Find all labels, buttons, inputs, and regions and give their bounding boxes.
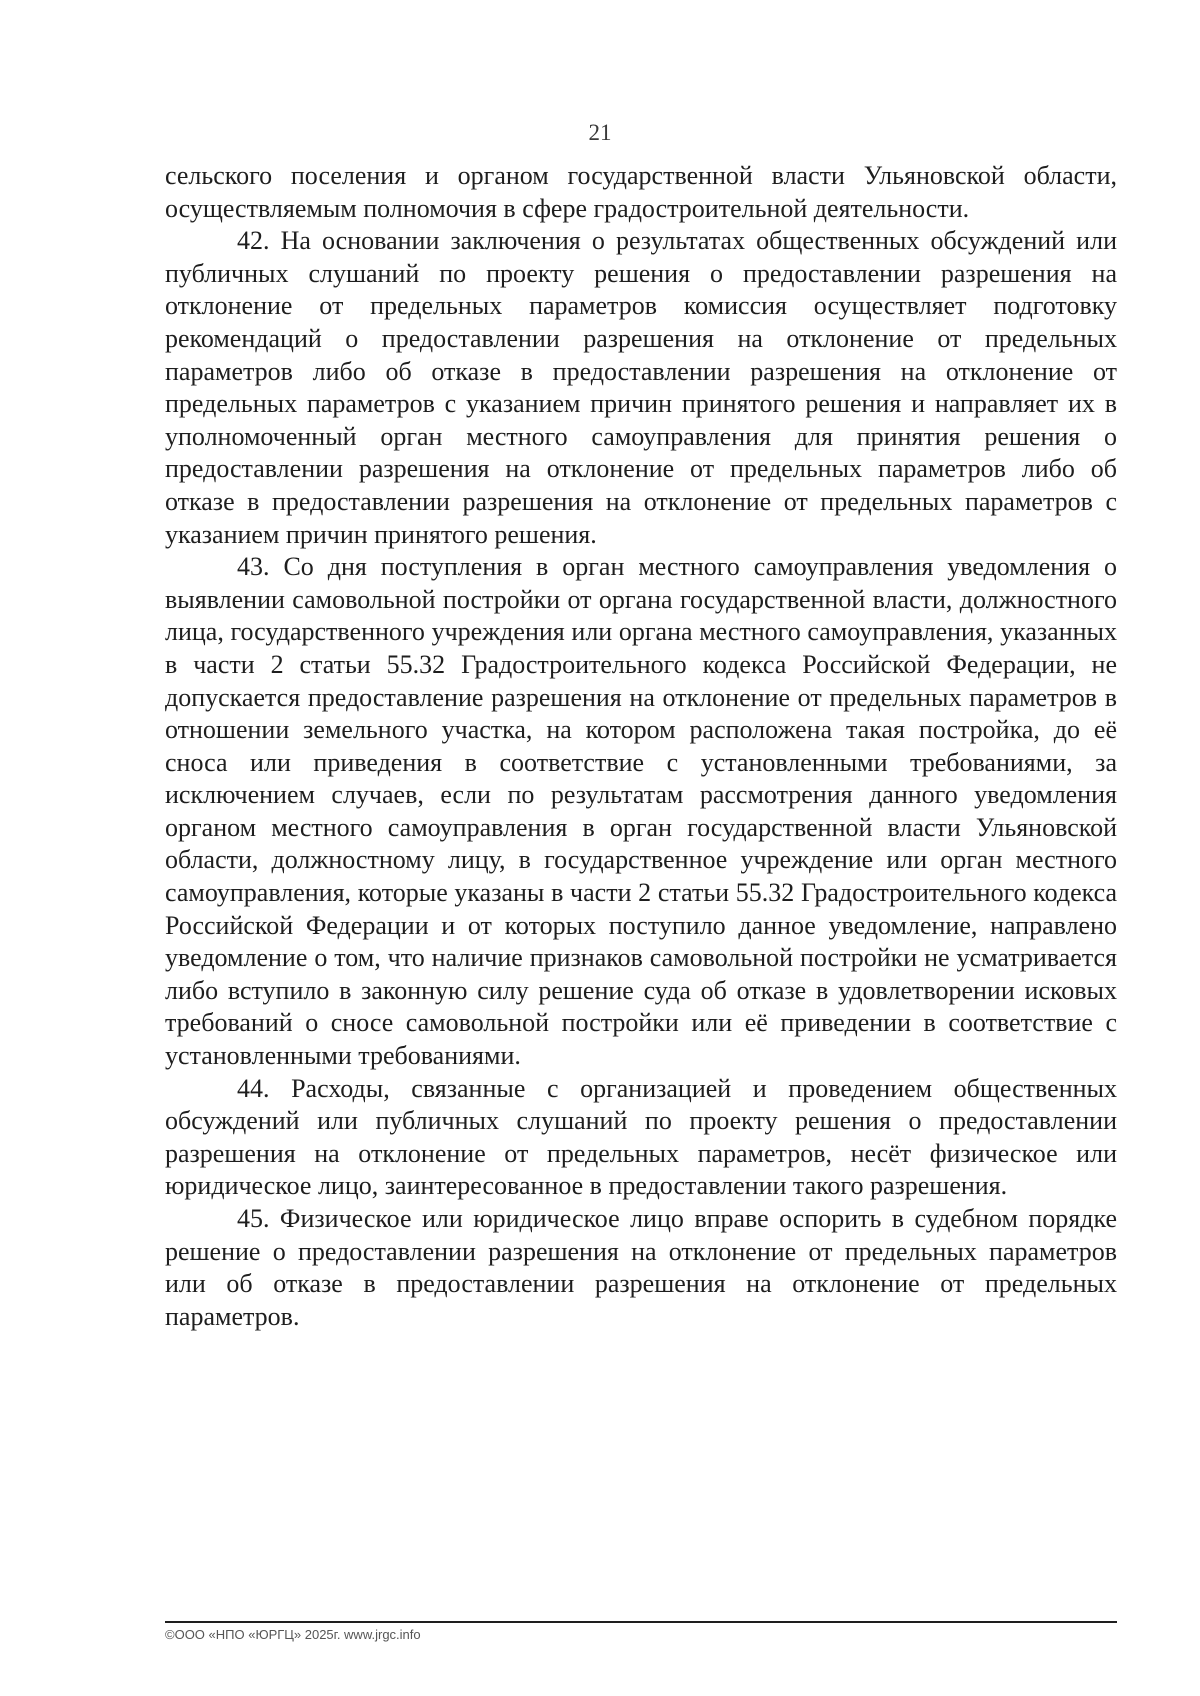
document-body	[165, 160, 1117, 1333]
paragraph-continuation: сельского поселения и органом государственной власти Ульяновской области, осуществляемым полномочия в сфере градостроительной деятельности.	[165, 161, 1117, 223]
footer-copyright: ©ООО «НПО «ЮРГЦ» 2025г. www.jrgc.info	[165, 1627, 421, 1642]
paragraph-45: 45. Физическое или юридическое лицо вправе оспорить в судебном порядке решение о предоставлении разрешения на отклонение от предельных параметров или об отказе в предоставлении разрешения на отклонение от предельных параметров.	[165, 1204, 1117, 1331]
footer-divider	[165, 1621, 1117, 1623]
paragraph-43: 43. Со дня поступления в орган местного самоуправления уведомления о выявлении самовольной постройки от органа государственной власти, должностного лица, государственного учреждения или органа местного самоуправления, указанных в части 2 статьи 55.32 Градостроительного кодекса Российской Федерации, не допускается предоставление разрешения на отклонение от предельных параметров в отношении земельного участка, на котором расположена такая постройка, до её сноса или приведения в соответствие с установленными требованиями, за исключением случаев, если по результатам рассмотрения данного уведомления органом местного самоуправления в орган государственной власти Ульяновской области, должностному лицу, в государственное учреждение или орган местного самоуправления, которые указаны в части 2 статьи 55.32 Градостроительного кодекса Российской Федерации и от которых поступило данное уведомление, направлено уведомление о том, что наличие признаков самовольной постройки не усматривается либо вступило в законную силу решение суда об отказе в удовлетворении исковых требований о сносе самовольной постройки или её приведении в соответствие с установленными требованиями.	[165, 552, 1117, 1071]
paragraph-44: 44. Расходы, связанные с организацией и проведением общественных обсуждений или публичных слушаний по проекту решения о предоставлении разрешения на отклонение от предельных параметров, несёт физическое или юридическое лицо, заинтересованное в предоставлении такого разрешения.	[165, 1073, 1117, 1201]
paragraph-42: 42. На основании заключения о результатах общественных обсуждений или публичных слушаний по проекту решения о предоставлении разрешения на отклонение от предельных параметров комиссия осуществляет подготовку рекомендаций о предоставлении разрешения на отклонение от предельных параметров либо об отказе в предоставлении разрешения на отклонение от предельных параметров с указанием причин принятого решения и направляет их в уполномоченный орган местного самоуправления для принятия решения о предоставлении разрешения на отклонение от предельных параметров либо об отказе в предоставлении разрешения на отклонение от предельных параметров с указанием причин принятого решения.	[165, 226, 1117, 549]
page-number: 21	[588, 120, 612, 145]
